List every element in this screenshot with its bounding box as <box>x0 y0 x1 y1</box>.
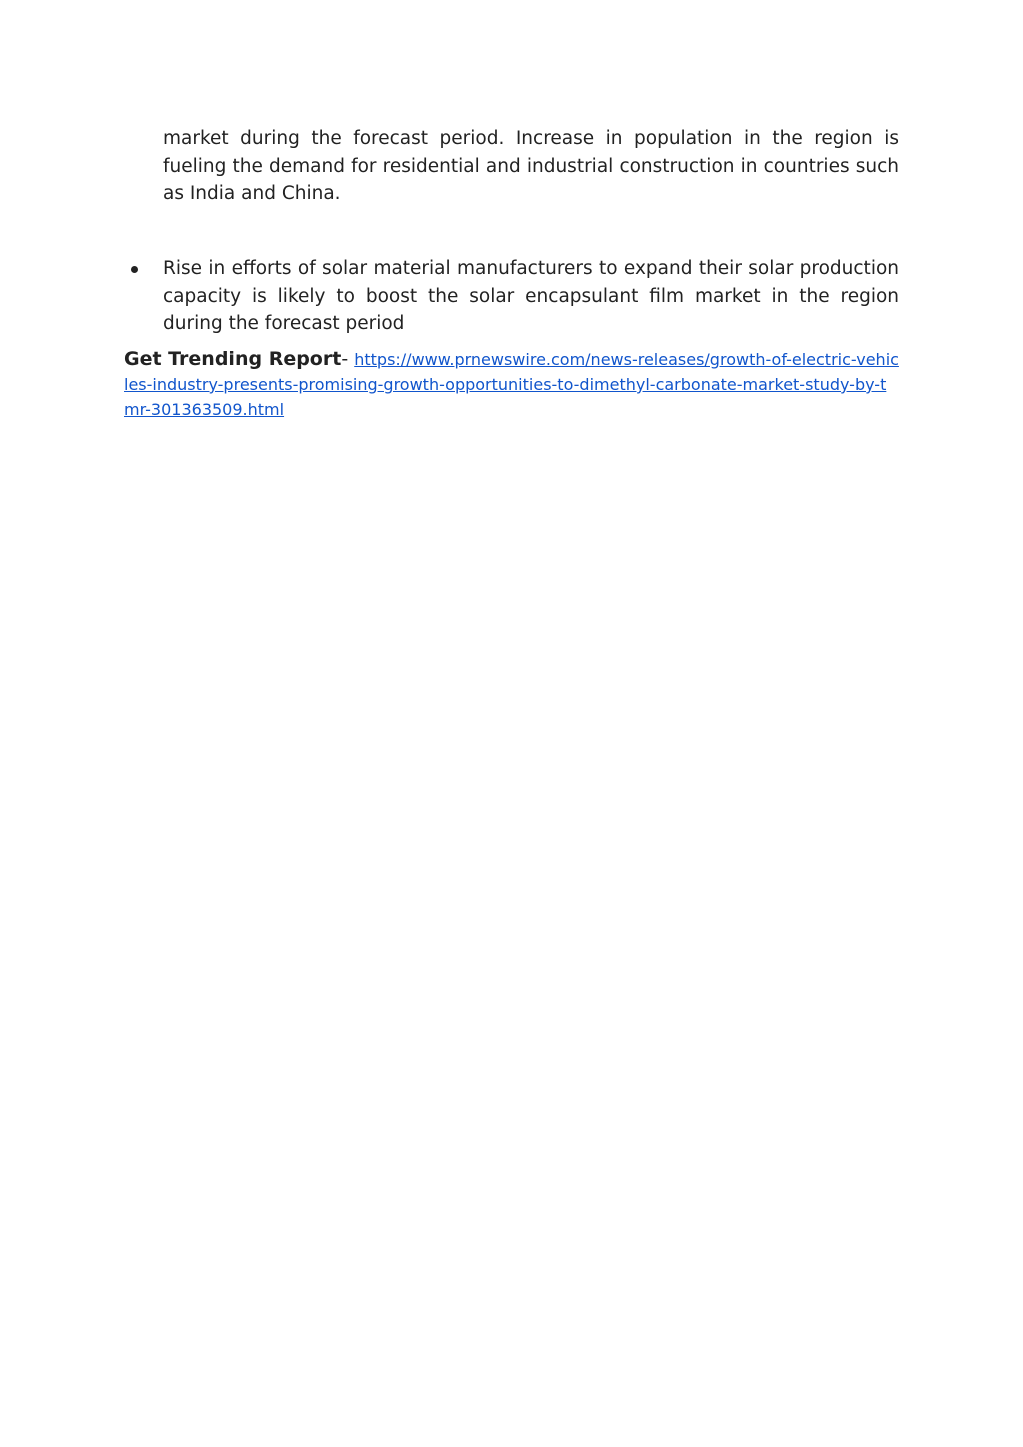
trending-report-link[interactable]: https://www.prnewswire.com/news-releases/growth-of-electric-vehicles-industry-presents-promising-growth-opportunities-to-dimethyl-carbonate-market-study-by-tmr-301363509.html <box>124 350 899 419</box>
bullet-icon <box>131 266 138 273</box>
list-item-text: Rise in efforts of solar material manufacturers to expand their solar production capacity is likely to boost the solar encapsulant film market in the region during the forecast period <box>163 258 899 334</box>
trending-report-label: Get Trending Report <box>124 348 342 370</box>
trending-report-separator: - <box>341 348 355 370</box>
continued-paragraph: market during the forecast period. Increase in population in the region is fueling the demand for residential and industrial construction in countries such as India and China. <box>163 128 899 204</box>
list-item <box>124 255 899 338</box>
trending-report <box>124 347 900 422</box>
